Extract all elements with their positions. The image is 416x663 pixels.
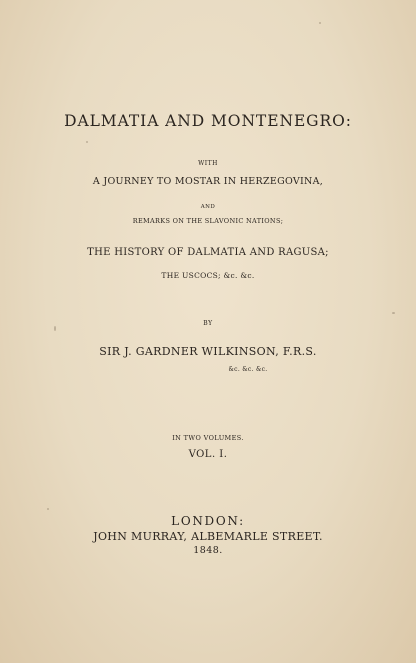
and-connector: AND xyxy=(200,204,216,210)
with-connector: WITH xyxy=(198,160,218,167)
subtitle-uscocs: THE USCOCS; &c. &c. xyxy=(161,271,255,280)
paper-speck xyxy=(86,141,88,143)
subtitle-journey: A JOURNEY TO MOSTAR IN HERZEGOVINA, xyxy=(92,176,324,187)
paper-speck xyxy=(47,508,49,510)
volume-count: IN TWO VOLUMES. xyxy=(172,434,244,442)
publication-year: 1848. xyxy=(193,545,223,556)
subtitle-history: THE HISTORY OF DALMATIA AND RAGUSA; xyxy=(87,247,329,258)
publisher: JOHN MURRAY, ALBEMARLE STREET. xyxy=(93,530,323,543)
author-honors: &c. &c. &c. xyxy=(228,366,268,373)
publication-city: LONDON: xyxy=(171,514,245,528)
paper-speck xyxy=(392,312,395,314)
by-connector: BY xyxy=(203,320,213,327)
author-name: SIR J. GARDNER WILKINSON, F.R.S. xyxy=(99,345,317,358)
paper-speck xyxy=(319,22,321,24)
subtitle-remarks: REMARKS ON THE SLAVONIC NATIONS; xyxy=(132,217,284,225)
volume-number: VOL. I. xyxy=(188,449,228,460)
book-title: DALMATIA AND MONTENEGRO: xyxy=(64,112,352,130)
